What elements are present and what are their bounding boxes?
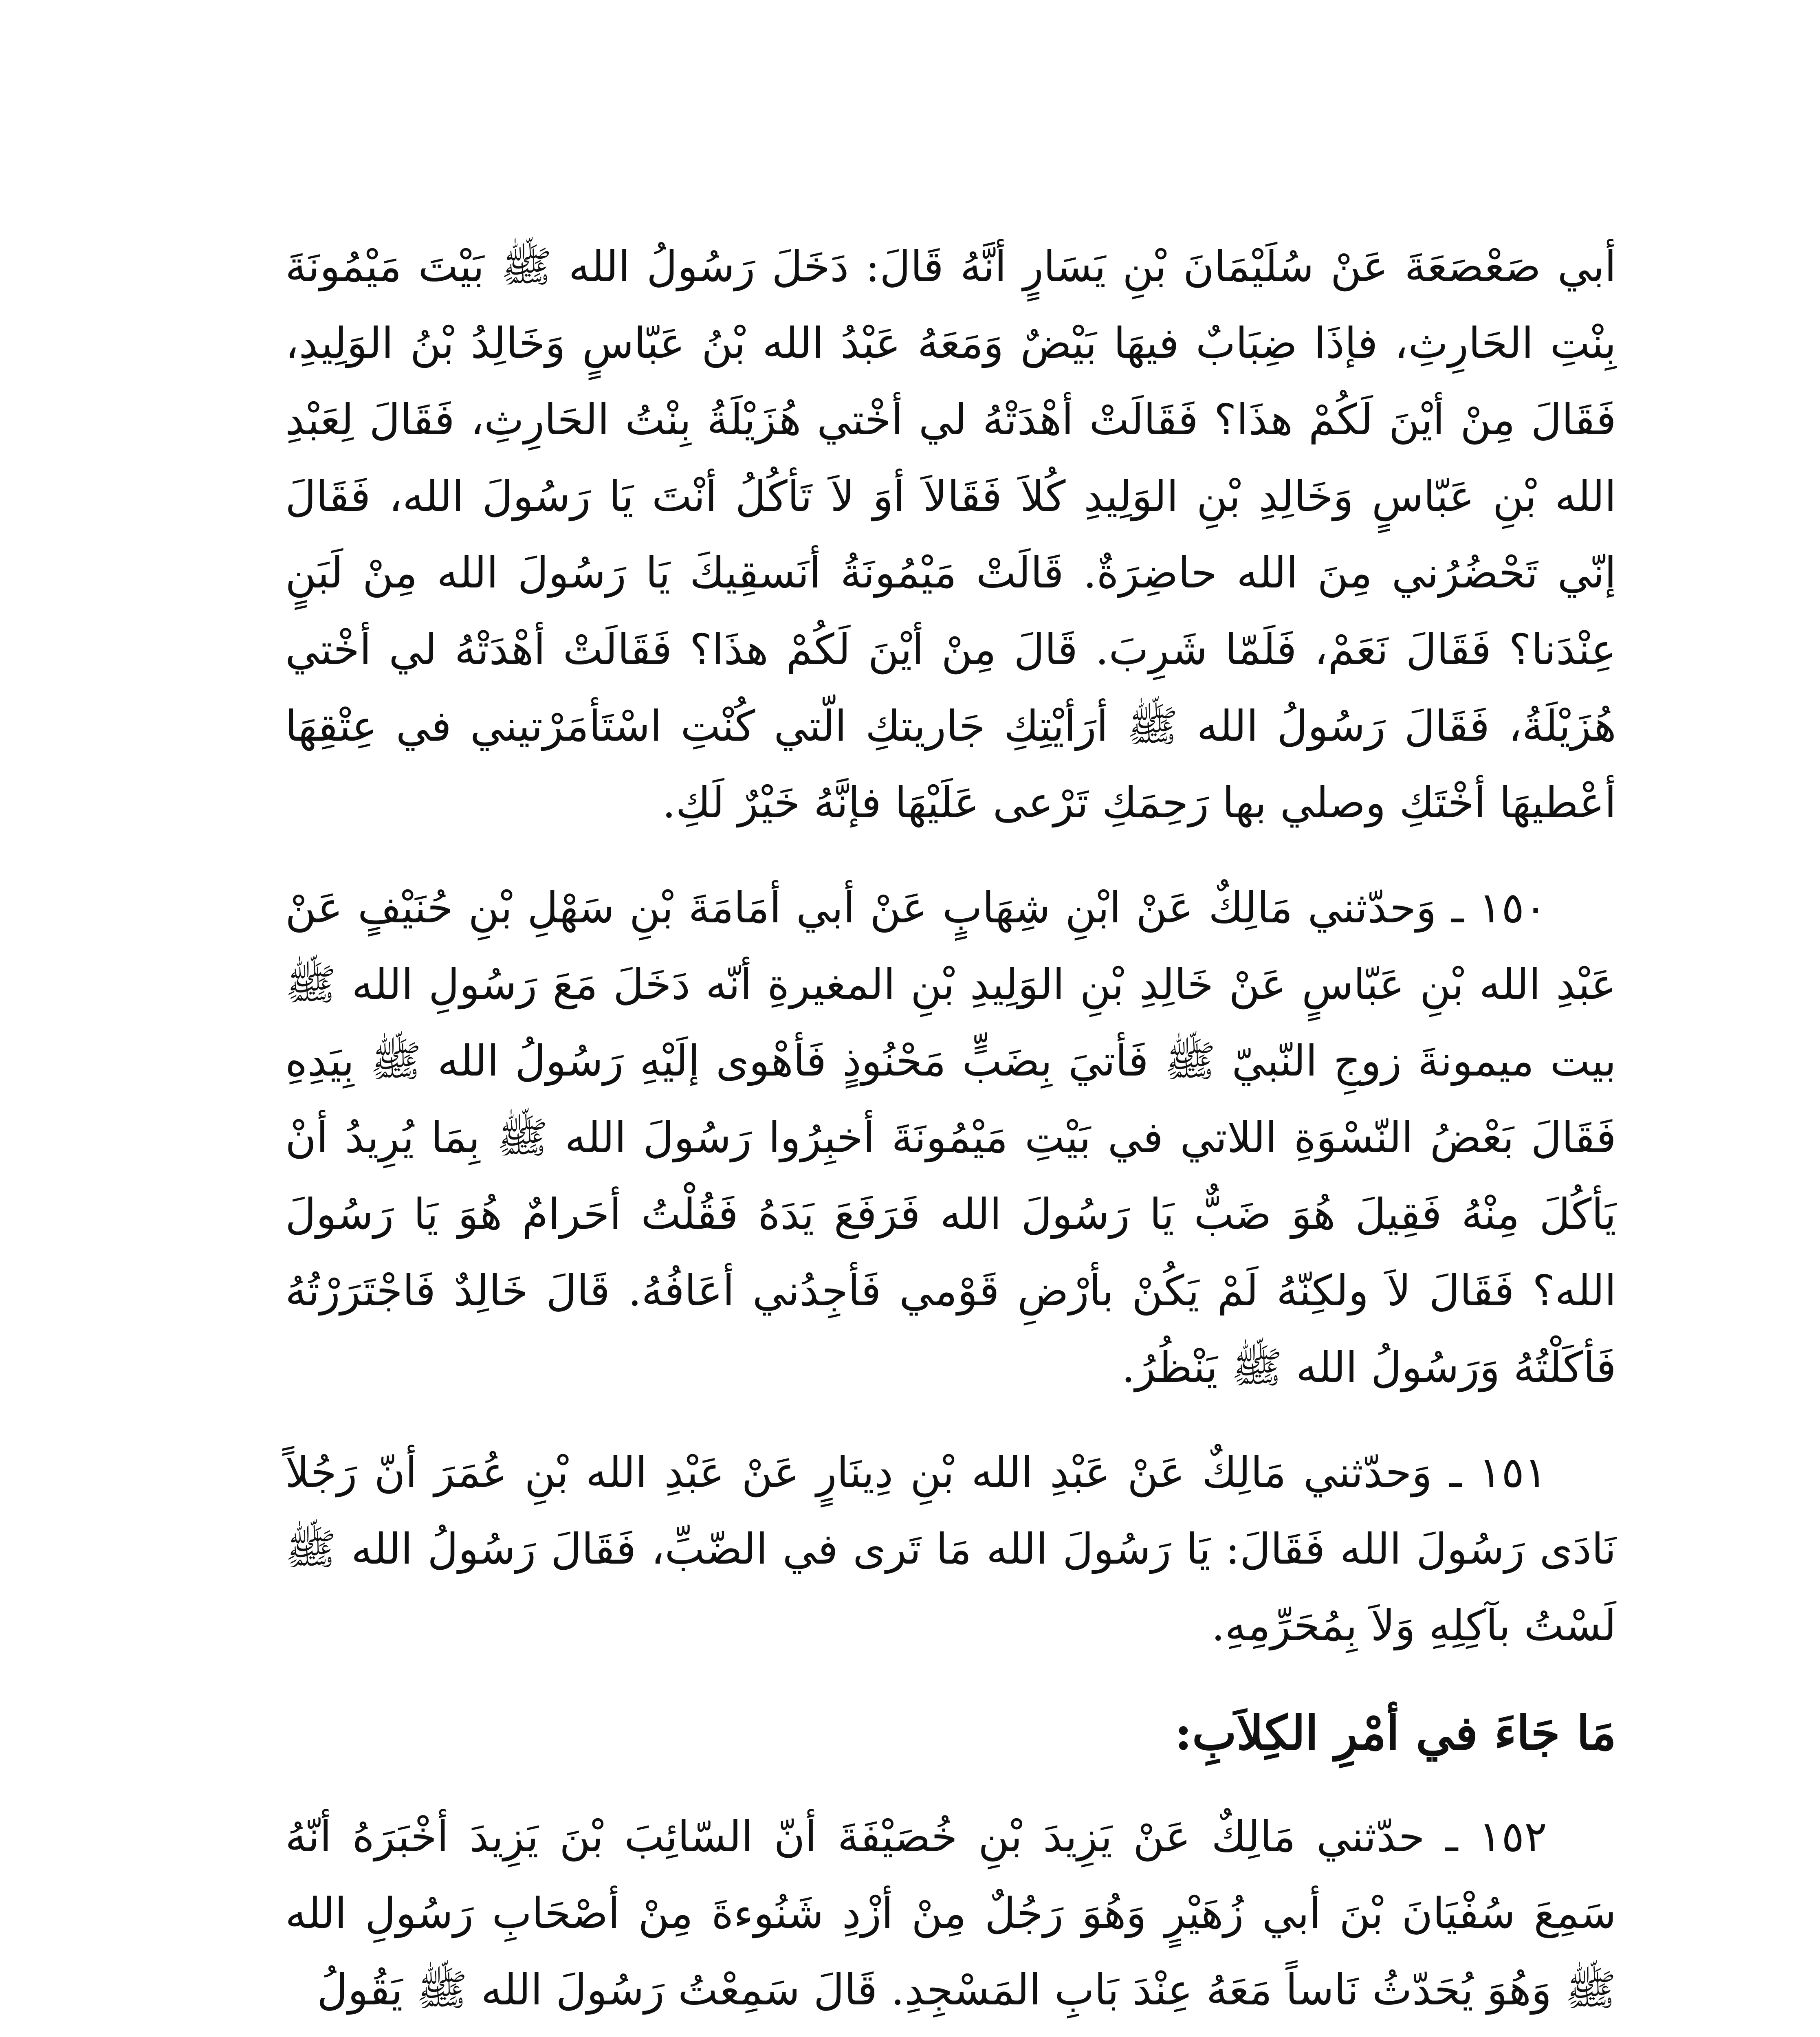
paragraph-hadith-151: ١٥١ ـ وَحدّثني مَالِكٌ عَنْ عَبْدِ الله بْنِ دِينَارٍ عَنْ عَبْدِ الله بْنِ عُمَرَ أنّ رَجُلاً نَادَى رَسُولَ الله فَقَالَ: يَا رَسُولَ الله مَا تَرى في الضّبِّ، فَقَالَ رَسُولُ الله ﷺ لَسْتُ بآكِلِهِ وَلاَ بِمُحَرِّمِهِ. <box>285 1447 1616 1650</box>
paragraph-continuation: أبي صَعْصَعَةَ عَنْ سُلَيْمَانَ بْنِ يَسَارٍ أنَّهُ قَالَ: دَخَلَ رَسُولُ الله ﷺ بَيْتَ مَيْمُونَةَ بِنْتِ الحَارِثِ، فإذَا ضِبَابٌ فيهَا بَيْضٌ وَمَعَهُ عَبْدُ الله بْنُ عَبّاسٍ وَخَالِدُ بْنُ الوَلِيدِ، فَقَالَ مِنْ أيْنَ لَكُمْ هذَا؟ فَقَالَتْ أهْدَتْهُ لي أخْتي هُزَيْلَةُ بِنْتُ الحَارِثِ، فَقَالَ لِعَبْدِ الله بْنِ عَبّاسٍ وَخَالِدِ بْنِ الوَلِيدِ كُلاَ فَقَالاَ أوَ لاَ تَأكُلُ أنْتَ يَا رَسُولَ الله، فَقَالَ إنّي تَحْضُرُني مِنَ الله حاضِرَةٌ. قَالَتْ مَيْمُونَةُ أنَسقِيكَ يَا رَسُولَ الله مِنْ لَبَنٍ عِنْدَنا؟ فَقَالَ نَعَمْ، فَلَمّا شَرِبَ. قَالَ مِنْ أيْنَ لَكُمْ هذَا؟ فَقَالَتْ أهْدَتْهُ لي أخْتي هُزَيْلَةُ، فَقَالَ رَسُولُ الله ﷺ أرَأيْتِكِ جَاريتكِ الّتي كُنْتِ اسْتَأمَرْتيني في عِتْقِهَا أعْطيهَا أخْتَكِ وصلي بها رَحِمَكِ تَرْعى عَلَيْهَا فإنَّهُ خَيْرٌ لَكِ. <box>285 242 1617 827</box>
paragraph-hadith-150: ١٥٠ ـ وَحدّثني مَالِكٌ عَنْ ابْنِ شِهَابٍ عَنْ أبي أمَامَةَ بْنِ سَهْلِ بْنِ حُنَيْفٍ عَنْ عَبْدِ الله بْنِ عَبّاسٍ عَنْ خَالِدِ بْنِ الوَلِيدِ بْنِ المغيرةِ أنّه دَخَلَ مَعَ رَسُولِ الله ﷺ بيت ميمونةَ زوجِ النّبيّ ﷺ فَأتيَ بِضَبٍّ مَحْنُوذٍ فَأهْوى إلَيْهِ رَسُولُ الله ﷺ بِيَدِهِ فَقَالَ بَعْضُ النّسْوَةِ اللاتي في بَيْتِ مَيْمُونَةَ أخبِرُوا رَسُولَ الله ﷺ بِمَا يُرِيدُ أنْ يَأكُلَ مِنْهُ فَقِيلَ هُوَ ضَبٌّ يَا رَسُولَ الله فَرَفَعَ يَدَهُ فَقُلْتُ أحَرامٌ هُوَ يَا رَسُولَ الله؟ فَقَالَ لاَ ولكِنّهُ لَمْ يَكُنْ بأرْضِ قَوْمي فَأجِدُني أعَافُهُ. قَالَ خَالِدٌ فَاجْتَرَرْتُهُ فَأكَلْتُهُ وَرَسُولُ الله ﷺ يَنْظُرُ. <box>285 883 1616 1392</box>
page-body <box>285 228 1616 2037</box>
section-heading: مَا جَاءَ في أمْرِ الكِلاَبِ: <box>1175 1705 1616 1761</box>
paragraph-hadith-152: ١٥٢ ـ حدّثني مَالِكٌ عَنْ يَزِيدَ بْنِ خُصَيْفَةَ أنّ السّائِبَ بْنَ يَزِيدَ أخْبَرَهُ أنّهُ سَمِعَ سُفْيَانَ بْنَ أبي زُهَيْرٍ وَهُوَ رَجُلٌ مِنْ أزْدِ شَنُوءةَ مِنْ أصْحَابِ رَسُولِ الله ﷺ وَهُوَ يُحَدّثُ نَاساً مَعَهُ عِنْدَ بَابِ المَسْجِدِ. قَالَ سَمِعْتُ رَسُولَ الله ﷺ يَقُولُ <box>285 1812 1616 2015</box>
